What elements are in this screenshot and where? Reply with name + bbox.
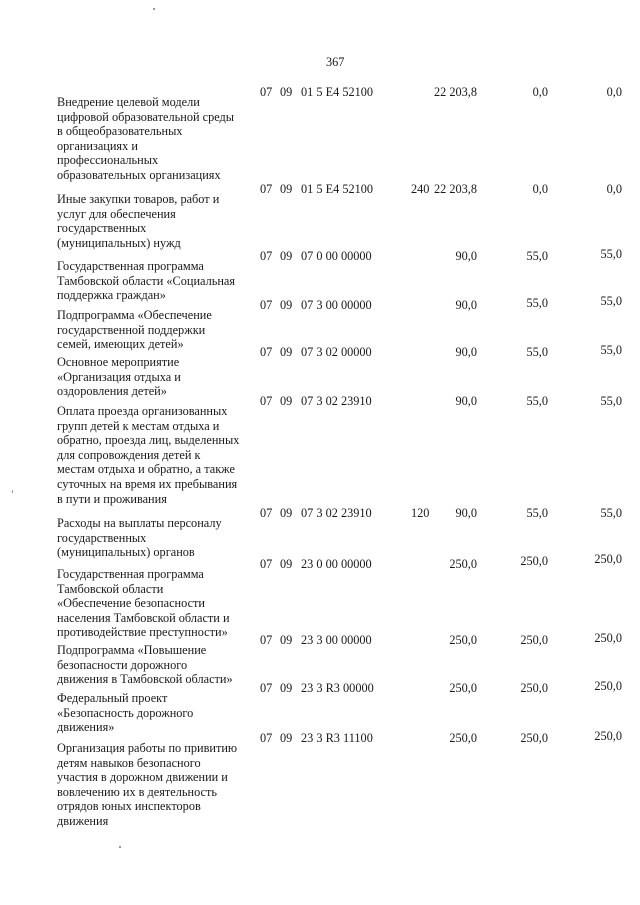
amount-year-3: 0,0 — [606, 85, 622, 99]
row-description: Оплата проезда организованных групп детей к местам отдыха и обратно, проезда лиц, выделенных для сопровождения детей к местам отдыха и обратно, а также суточных на время их пребывания в пути и проживания — [57, 404, 240, 506]
subsection-code: 09 — [280, 249, 293, 263]
section-code: 07 — [260, 557, 273, 571]
amount-year-2: 250,0 — [520, 633, 548, 647]
amount-year-1: 90,0 — [455, 506, 477, 520]
section-code: 07 — [260, 506, 273, 520]
section-code: 07 — [260, 345, 273, 359]
amount-year-2: 55,0 — [526, 345, 548, 359]
target-article-code: 23 3 R3 11100 — [301, 731, 373, 745]
row-description: Организация работы по привитию детям навыков безопасного участия в дорожном движении и вовлечению их в деятельность отрядов юных инспекторов движения — [57, 741, 238, 828]
amount-year-2: 250,0 — [520, 731, 548, 745]
amount-year-2: 0,0 — [532, 182, 548, 196]
section-code: 07 — [260, 731, 273, 745]
scan-speck — [12, 490, 13, 493]
target-article-code: 07 3 02 00000 — [301, 345, 372, 359]
row-description: Иные закупки товаров, работ и услуг для обеспечения государственных (муниципальных) нужд — [57, 192, 220, 250]
amount-year-3: 55,0 — [600, 394, 622, 408]
target-article-code: 07 3 00 00000 — [301, 298, 372, 312]
target-article-code: 07 3 02 23910 — [301, 506, 372, 520]
amount-year-3: 55,0 — [600, 343, 622, 357]
amount-year-3: 55,0 — [600, 506, 622, 520]
amount-year-1: 250,0 — [449, 681, 477, 695]
amount-year-3: 250,0 — [594, 631, 622, 645]
target-article-code: 23 3 00 00000 — [301, 633, 372, 647]
scan-speck — [119, 846, 121, 848]
amount-year-3: 250,0 — [594, 729, 622, 743]
amount-year-1: 250,0 — [449, 557, 477, 571]
section-code: 07 — [260, 633, 273, 647]
expense-type-code: 120 — [411, 506, 430, 520]
target-article-code: 01 5 E4 52100 — [301, 182, 374, 196]
section-code: 07 — [260, 394, 273, 408]
row-description: Подпрограмма «Повышение безопасности дорожного движения в Тамбовской области» — [57, 643, 233, 687]
amount-year-1: 90,0 — [455, 298, 477, 312]
target-article-code: 07 0 00 00000 — [301, 249, 372, 263]
amount-year-1: 22 203,8 — [433, 85, 477, 99]
amount-year-2: 55,0 — [526, 296, 548, 310]
amount-year-2: 55,0 — [526, 249, 548, 263]
amount-year-1: 250,0 — [449, 633, 477, 647]
row-description: Подпрограмма «Обеспечение государственной поддержки семей, имеющих детей» — [57, 308, 212, 352]
target-article-code: 23 3 R3 00000 — [301, 681, 374, 695]
amount-year-3: 250,0 — [594, 679, 622, 693]
amount-year-2: 0,0 — [532, 85, 548, 99]
amount-year-2: 55,0 — [526, 394, 548, 408]
section-code: 07 — [260, 182, 273, 196]
subsection-code: 09 — [280, 298, 293, 312]
subsection-code: 09 — [280, 681, 293, 695]
subsection-code: 09 — [280, 85, 293, 99]
subsection-code: 09 — [280, 731, 293, 745]
row-description: Основное мероприятие «Организация отдыха и оздоровления детей» — [57, 355, 181, 399]
amount-year-3: 55,0 — [600, 247, 622, 261]
amount-year-1: 90,0 — [455, 249, 477, 263]
scan-speck — [153, 8, 155, 10]
amount-year-3: 55,0 — [600, 294, 622, 308]
subsection-code: 09 — [280, 345, 293, 359]
subsection-code: 09 — [280, 394, 293, 408]
amount-year-1: 90,0 — [455, 394, 477, 408]
subsection-code: 09 — [280, 506, 293, 520]
section-code: 07 — [260, 249, 273, 263]
subsection-code: 09 — [280, 182, 293, 196]
target-article-code: 23 0 00 00000 — [301, 557, 372, 571]
amount-year-3: 250,0 — [594, 552, 622, 566]
row-description: Государственная программа Тамбовской области «Обеспечение безопасности населения Тамбовской области и противодействие преступности» — [57, 567, 230, 640]
row-description: Расходы на выплаты персоналу государственных (муниципальных) органов — [57, 516, 222, 560]
amount-year-2: 250,0 — [520, 554, 548, 568]
section-code: 07 — [260, 85, 273, 99]
subsection-code: 09 — [280, 633, 293, 647]
section-code: 07 — [260, 681, 273, 695]
target-article-code: 01 5 E4 52100 — [301, 85, 374, 99]
amount-year-1: 22 203,8 — [433, 182, 477, 196]
amount-year-2: 250,0 — [520, 681, 548, 695]
amount-year-2: 55,0 — [526, 506, 548, 520]
amount-year-1: 250,0 — [449, 731, 477, 745]
page-number: 367 — [326, 55, 345, 69]
amount-year-3: 0,0 — [606, 182, 622, 196]
amount-year-1: 90,0 — [455, 345, 477, 359]
row-description: Внедрение целевой модели цифровой образовательной среды в общеобразовательных организациях и профессиональных образовательных организациях — [57, 95, 235, 182]
row-description: Государственная программа Тамбовской области «Социальная поддержка граждан» — [57, 259, 236, 303]
section-code: 07 — [260, 298, 273, 312]
expense-type-code: 240 — [411, 182, 430, 196]
row-description: Федеральный проект «Безопасность дорожного движения» — [57, 691, 194, 735]
target-article-code: 07 3 02 23910 — [301, 394, 372, 408]
subsection-code: 09 — [280, 557, 293, 571]
